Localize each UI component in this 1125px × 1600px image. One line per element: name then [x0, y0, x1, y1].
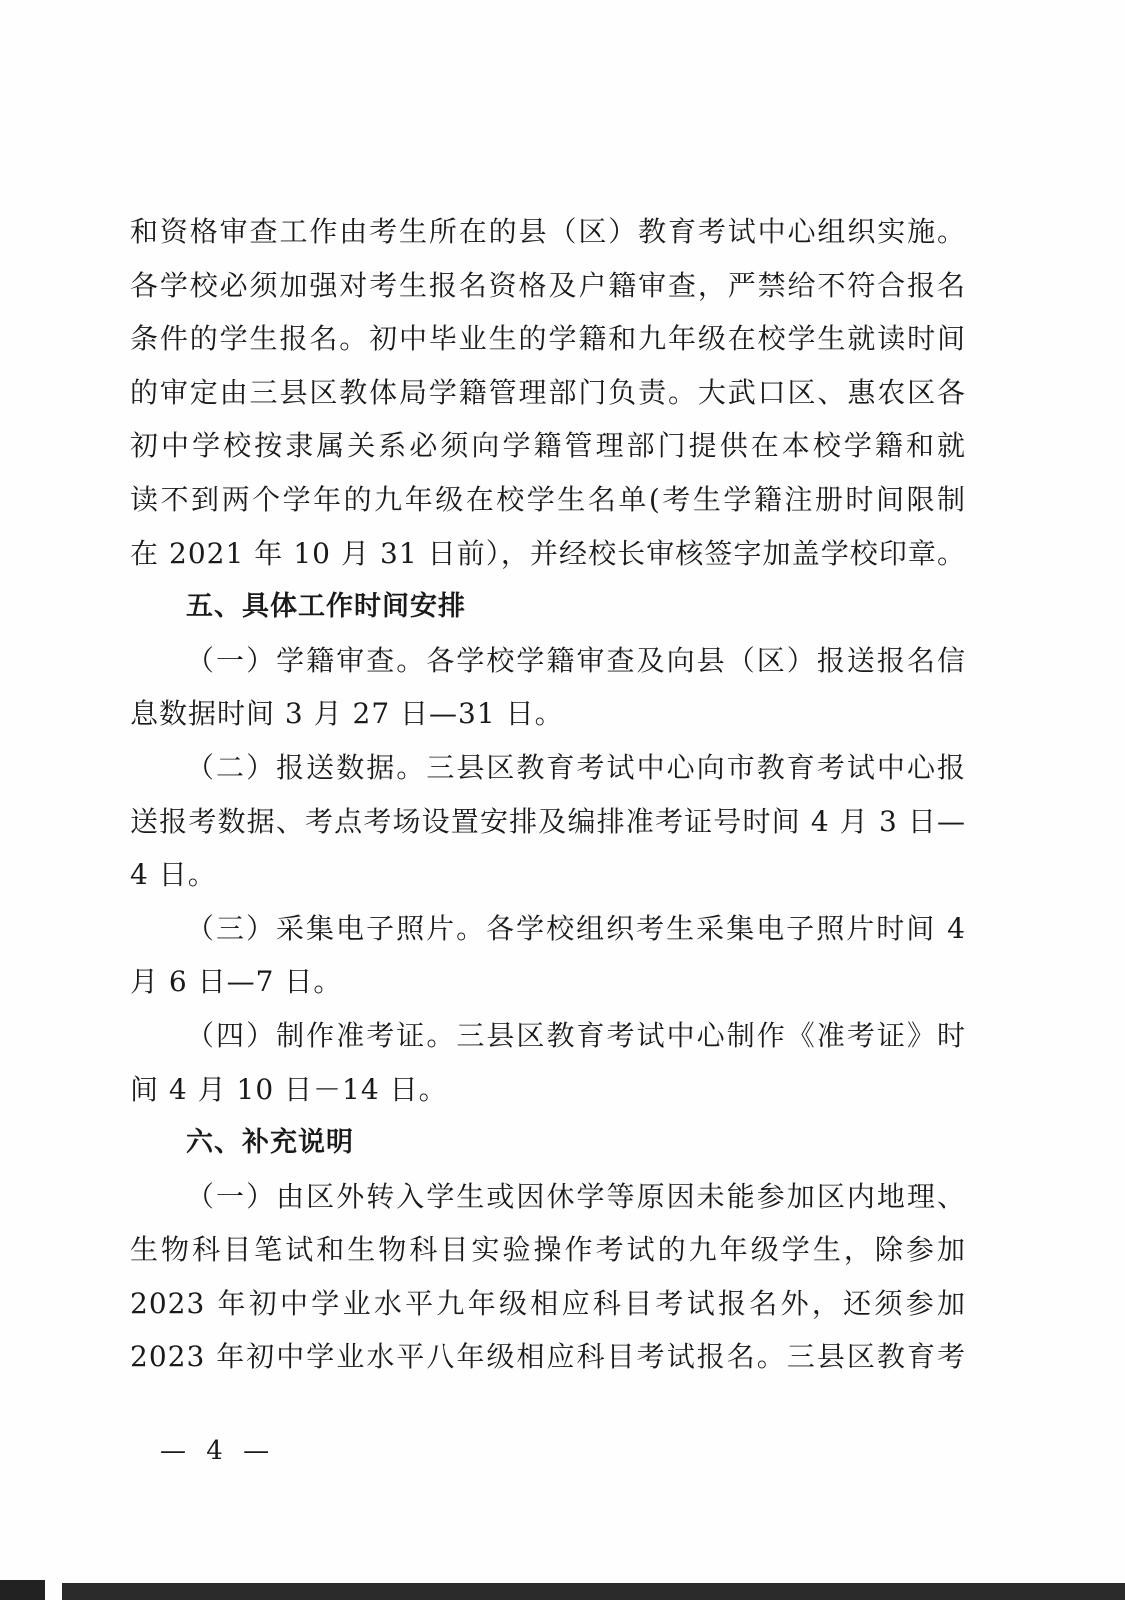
- paragraph-line: 初中学校按隶属关系必须向学籍管理部门提供在本校学籍和就: [130, 429, 966, 463]
- paragraph-line: 生物科目笔试和生物科目实验操作考试的九年级学生，除参加: [130, 1233, 966, 1267]
- section-heading-6: 六、补充说明: [186, 1127, 354, 1159]
- paragraph-line: 月 6 日—7 日。: [130, 965, 343, 999]
- paragraph-line: 读不到两个学年的九年级在校学生名单(考生学籍注册时间限制: [130, 482, 966, 516]
- paragraph-line: （一）由区外转入学生或因休学等原因未能参加区内地理、: [186, 1179, 966, 1213]
- paragraph-line: （二）报送数据。三县区教育考试中心向市教育考试中心报: [186, 750, 966, 784]
- page-number: — 4 —: [160, 1436, 276, 1466]
- paragraph-line: （三）采集电子照片。各学校组织考生采集电子照片时间 4: [186, 911, 966, 945]
- paragraph-line: 在 2021 年 10 月 31 日前），并经校长审核签字加盖学校印章。: [130, 536, 966, 570]
- paragraph-line: 间 4 月 10 日－14 日。: [130, 1072, 448, 1106]
- paragraph-line: （四）制作准考证。三县区教育考试中心制作《准考证》时: [186, 1018, 966, 1052]
- document-body: [130, 205, 966, 1384]
- section-heading-5: 五、具体工作时间安排: [186, 591, 466, 623]
- paragraph-line: 2023 年初中学业水平九年级相应科目考试报名外，还须参加: [130, 1286, 966, 1320]
- paragraph-line: 2023 年初中学业水平八年级相应科目考试报名。三县区教育考: [130, 1340, 966, 1374]
- paragraph-line: 和资格审查工作由考生所在的县（区）教育考试中心组织实施。: [130, 215, 966, 248]
- paragraph-line: 息数据时间 3 月 27 日—31 日。: [130, 697, 564, 731]
- paragraph-line: 送报考数据、考点考场设置安排及编排准考证号时间 4 月 3 日—: [130, 804, 966, 838]
- paragraph-line: 条件的学生报名。初中毕业生的学籍和九年级在校学生就读时间: [130, 322, 966, 356]
- paragraph-line: 的审定由三县区教体局学籍管理部门负责。大武口区、惠农区各: [130, 375, 966, 409]
- scan-edge-left: [0, 1580, 45, 1600]
- scan-edge-right: [62, 1583, 1125, 1600]
- paragraph-line: 4 日。: [130, 858, 217, 892]
- paragraph-line: 各学校必须加强对考生报名资格及户籍审查，严禁给不符合报名: [130, 268, 966, 302]
- paragraph-line: （一）学籍审查。各学校学籍审查及向县（区）报送报名信: [186, 643, 966, 677]
